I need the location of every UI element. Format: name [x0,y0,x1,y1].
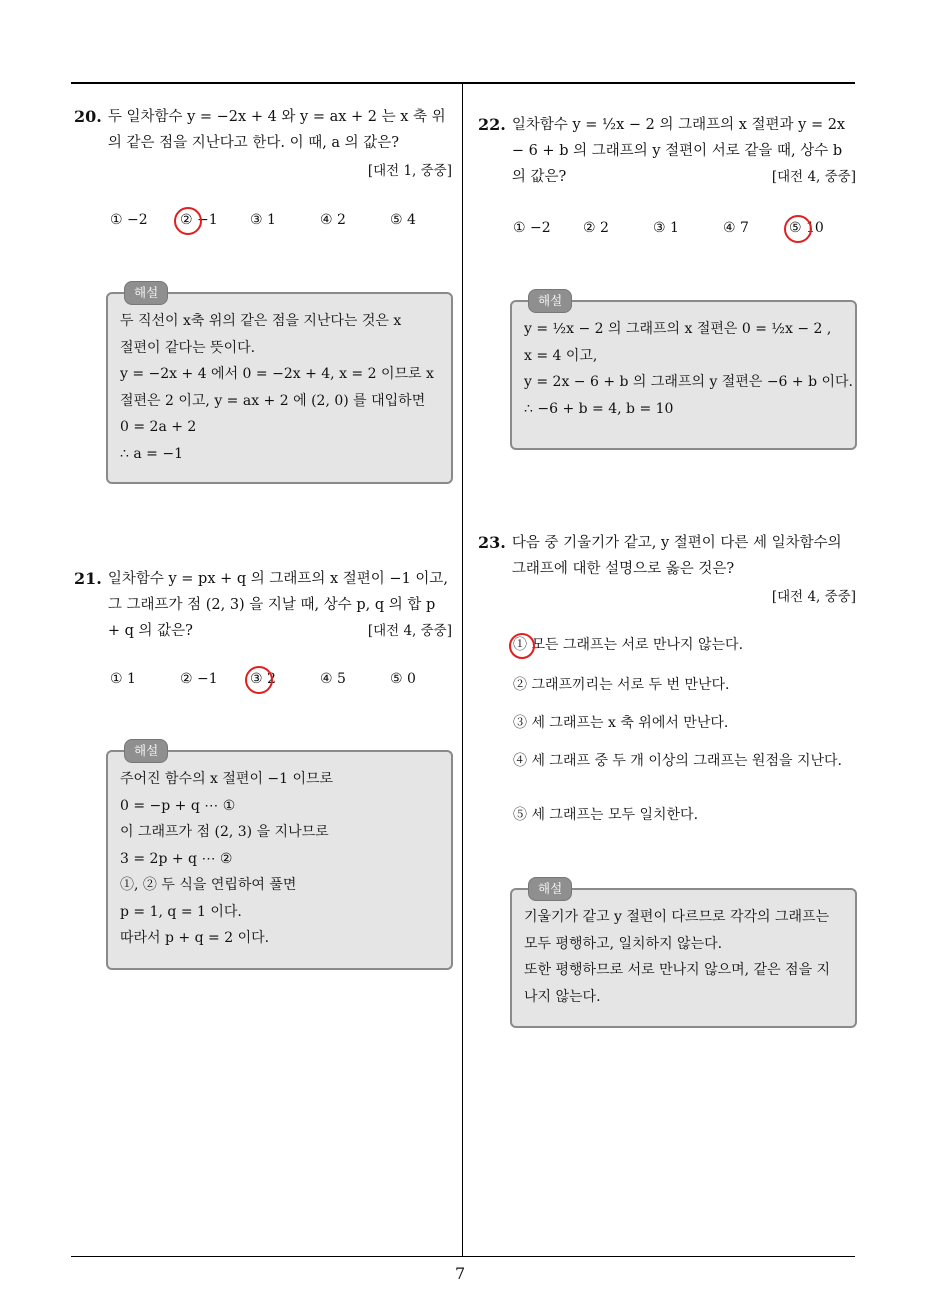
question-number: 20. [74,107,102,126]
solution-line: ∴ −6 + b = 4, b = 10 [524,400,674,417]
choice-3[interactable]: ③ 1 [250,212,276,228]
solution-line: 절편은 2 이고, y = ax + 2 에 (2, 0) 를 대입하면 [120,392,426,409]
choice-4[interactable]: ④ 2 [320,212,346,228]
bottom-rule [71,1256,855,1257]
option-1[interactable] [513,632,853,658]
question-number: 23. [478,533,506,552]
choices-21 [110,671,450,687]
solution-line: y = −2x + 4 에서 0 = −2x + 4, x = 2 이므로 x [120,366,434,382]
option-4[interactable] [513,748,853,774]
option-3[interactable] [513,710,853,736]
solution-tag: 해설 [124,739,168,763]
question-source: [대전 4, 중중] [771,589,856,605]
solution-tag: 해설 [124,281,168,305]
answer-circle [509,633,535,659]
choice-4[interactable]: ④ 7 [723,220,749,236]
question-number: 21. [74,569,102,588]
solution-box-23 [510,881,857,1028]
solution-tag: 해설 [528,877,572,901]
page-number: 7 [455,1264,466,1283]
choice-5[interactable]: ⑤ 0 [390,671,416,687]
answer-circle [245,666,273,694]
solution-line: 이 그래프가 점 (2, 3) 을 지나므로 [120,824,329,840]
choice-2[interactable] [180,212,250,228]
question-source: [대전 4, 중중] [771,169,856,185]
question-text: 일차함수 y = ½x − 2 의 그래프의 x 절편과 y = 2x − 6 + b 의 그래프의 y 절편이 서로 같을 때, 상수 b 의 값은? [511,117,846,185]
option-label: ⑤ 세 그래프는 모두 일치한다. [513,807,699,823]
choice-label: ⑤ 10 [789,220,824,236]
option-label: ④ 세 그래프 중 두 개 이상의 그래프는 원점을 지난다. [513,753,842,769]
choice-label: ② −1 [180,212,218,228]
solution-line: 3 = 2p + q ⋯ ② [120,850,233,867]
question-source: [대전 4, 중중] [367,623,452,639]
choice-label: ③ 2 [250,671,276,687]
choice-2[interactable]: ② 2 [583,220,609,236]
question-21 [74,566,452,644]
choice-1[interactable]: ① 1 [110,671,136,687]
option-label: ① 모든 그래프는 서로 만나지 않는다. [513,637,744,653]
solution-box-22 [510,293,857,450]
choice-1[interactable]: ① −2 [110,212,148,228]
solution-line: 0 = 2a + 2 [120,419,197,435]
choice-4[interactable]: ④ 5 [320,671,346,687]
question-text: 일차함수 y = px + q 의 그래프의 x 절편이 −1 이고, 그 그래프가 점 (2, 3) 을 지날 때, 상수 p, q 의 합 p + q 의 값은? [107,571,449,639]
column-divider [462,84,463,1256]
choice-2[interactable]: ② −1 [180,671,218,687]
solution-line: 기울기가 같고 y 절편이 다르므로 각각의 그래프는 모두 평행하고, 일치하지 않는다. [524,909,830,952]
choice-5[interactable]: ⑤ 4 [390,212,416,228]
option-label: ② 그래프끼리는 서로 두 번 만난다. [513,677,730,693]
choice-1[interactable]: ① −2 [513,220,551,236]
question-source: [대전 1, 중중] [367,163,452,179]
solution-box-21 [106,743,453,970]
question-number: 22. [478,115,506,134]
solution-line: ∴ a = −1 [120,445,183,462]
choices-22 [513,220,849,236]
answer-circle [174,207,202,235]
solution-box-20 [106,285,453,484]
solution-line: 또한 평행하므로 서로 만나지 않으며, 같은 점을 지나지 않는다. [524,962,831,1005]
choice-5[interactable] [789,220,849,236]
question-23 [478,530,856,610]
solution-line: p = 1, q = 1 이다. [120,903,242,920]
top-rule [71,82,855,84]
solution-line: 따라서 p + q = 2 이다. [120,930,270,946]
option-5[interactable] [513,802,853,828]
solution-line: 절편이 같다는 뜻이다. [120,339,256,356]
solution-line: 두 직선이 x축 위의 같은 점을 지난다는 것은 x [120,313,402,329]
solution-line: 주어진 함수의 x 절편이 −1 이므로 [120,771,334,787]
solution-tag: 해설 [528,289,572,313]
question-text: 다음 중 기울기가 같고, y 절편이 다른 세 일차함수의 그래프에 대한 설명으로 옳은 것은? [511,535,842,577]
solution-line: y = 2x − 6 + b 의 그래프의 y 절편은 −6 + b 이다. [524,374,854,390]
choices-20 [110,212,450,228]
choice-3[interactable] [250,671,320,687]
answer-circle [784,215,812,243]
solution-line: ①, ② 두 식을 연립하여 풀면 [120,877,297,893]
question-text: 두 일차함수 y = −2x + 4 와 y = ax + 2 는 x 축 위의 같은 점을 지난다고 한다. 이 때, a 의 값은? [107,109,446,151]
solution-line: y = ½x − 2 의 그래프의 x 절편은 0 = ½x − 2 , [524,321,832,337]
option-2[interactable] [513,672,853,698]
choice-3[interactable]: ③ 1 [653,220,679,236]
solution-line: 0 = −p + q ⋯ ① [120,797,236,814]
question-22 [478,112,856,190]
option-label: ③ 세 그래프는 x 축 위에서 만난다. [513,715,729,731]
solution-line: x = 4 이고, [524,347,598,364]
question-20 [74,104,452,184]
